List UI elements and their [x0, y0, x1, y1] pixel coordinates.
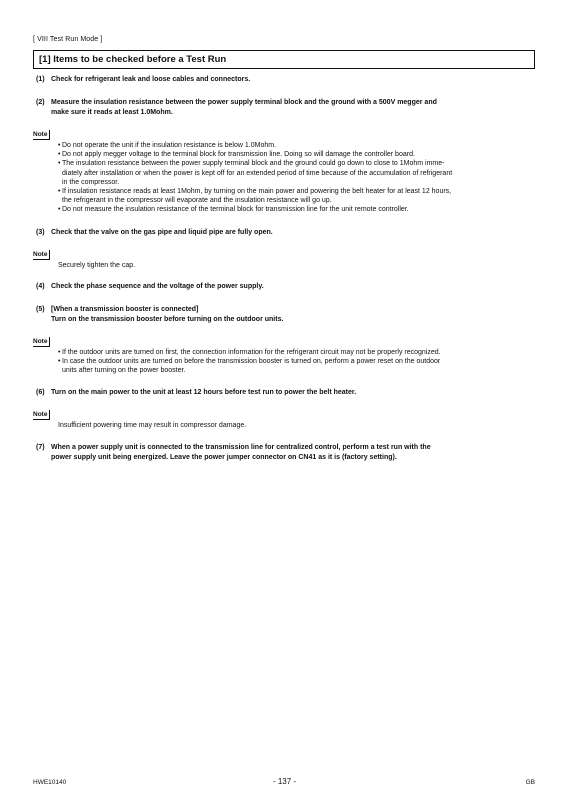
- note-text: Do not apply megger voltage to the terminal block for transmission line. Doing so will damage the controller board.: [62, 151, 415, 159]
- item-number: (6): [36, 389, 45, 397]
- checklist-item: [33, 98, 535, 118]
- item-text: make sure it reads at least 1.0Mohm.: [51, 109, 173, 116]
- note-text: Do not measure the insulation resistance of the terminal block for transmission line for the unit remote controller.: [62, 206, 409, 214]
- note-label: Note: [33, 250, 50, 260]
- page-number: - 137 -: [272, 777, 297, 786]
- note-text: Securely tighten the cap.: [58, 261, 136, 269]
- note-text: In case the outdoor units are turned on before the transmission booster is turned on, perform a power reset on the outdoor: [62, 358, 441, 366]
- item-number: (7): [36, 443, 45, 451]
- note-text: units after turning on the power booster.: [62, 367, 186, 375]
- item-text: Measure the insulation resistance between the power supply terminal block and the ground with a 500V megger and: [51, 99, 437, 106]
- note-text: Insufficient powering time may result in compressor damage.: [58, 422, 247, 430]
- item-text: When a power supply unit is connected to the transmission line for centralized control, perform a test run with the: [51, 443, 431, 451]
- checklist-item: [33, 443, 535, 463]
- item-text: Turn on the main power to the unit at least 12 hours before test run to power the belt heater.: [51, 389, 357, 397]
- note-text: The insulation resistance between the power supply terminal block and the ground could go down to close to 1Mohm imme-: [62, 160, 445, 168]
- note-body: [33, 348, 535, 376]
- document-code: HWE10140: [33, 779, 67, 786]
- checklist-item: [33, 228, 535, 238]
- checklist-item: [33, 388, 535, 398]
- checklist-item: [33, 282, 535, 292]
- note-text: the refrigerant in the compressor will evaporate and the insulation resistance will go up.: [62, 197, 332, 205]
- note-bullet: • Do not operate the unit if the insulation resistance is below 1.0Mohm.: [58, 142, 277, 149]
- note-bullet: • If insulation resistance reads at least 1Mohm, by turning on the main power and powering the belt heater for at least 12 hours, the refrigerant in the compressor will evaporate and the insulation resistance will go up.: [58, 188, 452, 205]
- item-text: [When a transmission booster is connected]: [51, 305, 199, 313]
- note-label: Note: [33, 410, 50, 420]
- note-text: Do not operate the unit if the insulation resistance is below 1.0Mohm.: [62, 142, 277, 149]
- item-number: (3): [36, 228, 45, 236]
- note-text: If insulation resistance reads at least 1Mohm, by turning on the main power and powering the belt heater for at least 12 hours,: [62, 188, 452, 196]
- item-text: power supply unit being energized. Leave the power jumper connector on CN41 as it is (factory setting).: [51, 453, 397, 461]
- item-number: (2): [36, 99, 45, 106]
- note-bullet: • Do not measure the insulation resistance of the terminal block for transmission line for the unit remote controller.: [58, 206, 409, 214]
- note-label: Note: [33, 130, 50, 140]
- checklist-item: [33, 305, 535, 325]
- note-bullet: • The insulation resistance between the power supply terminal block and the ground could go down to close to 1Mohm imme- diately after installation or when the power is kept off for an extended period of time because of the accumulation of refrigerant in the compressor.: [58, 160, 453, 186]
- item-text: Turn on the transmission booster before turning on the outdoor units.: [51, 315, 284, 323]
- note-label: Note: [33, 337, 50, 347]
- checklist-item: [33, 75, 535, 85]
- note-text: If the outdoor units are turned on first, the connection information for the refrigerant circuit may not be properly recognized.: [62, 348, 441, 356]
- language-code: GB: [525, 779, 535, 786]
- item-text: Check for refrigerant leak and loose cables and connectors.: [51, 76, 251, 83]
- item-number: (1): [36, 76, 45, 83]
- note-bullet: • If the outdoor units are turned on first, the connection information for the refrigerant circuit may not be properly recognized.: [58, 348, 441, 356]
- checklist-content: [33, 75, 535, 463]
- item-text: Check the phase sequence and the voltage of the power supply.: [51, 282, 264, 290]
- section-title: [1] Items to be checked before a Test Run: [39, 54, 227, 65]
- note-body: [33, 421, 535, 430]
- note-body: [33, 141, 535, 215]
- note-body: [33, 261, 535, 270]
- note-bullet: • In case the outdoor units are turned on before the transmission booster is turned on, perform a power reset on the outdoor units after turning on the power booster.: [58, 358, 441, 375]
- item-number: (4): [36, 282, 45, 290]
- item-number: (5): [36, 305, 45, 313]
- item-text: Check that the valve on the gas pipe and liquid pipe are fully open.: [51, 228, 273, 236]
- note-text: diately after installation or when the power is kept off for an extended period of time because of the accumulation of refrigerant: [62, 169, 453, 177]
- note-bullet: • Do not apply megger voltage to the terminal block for transmission line. Doing so will damage the controller board.: [58, 151, 415, 159]
- note-text: in the compressor.: [62, 178, 120, 186]
- chapter-header: [ VIII Test Run Mode ]: [33, 36, 103, 43]
- section-title-box: [33, 50, 535, 69]
